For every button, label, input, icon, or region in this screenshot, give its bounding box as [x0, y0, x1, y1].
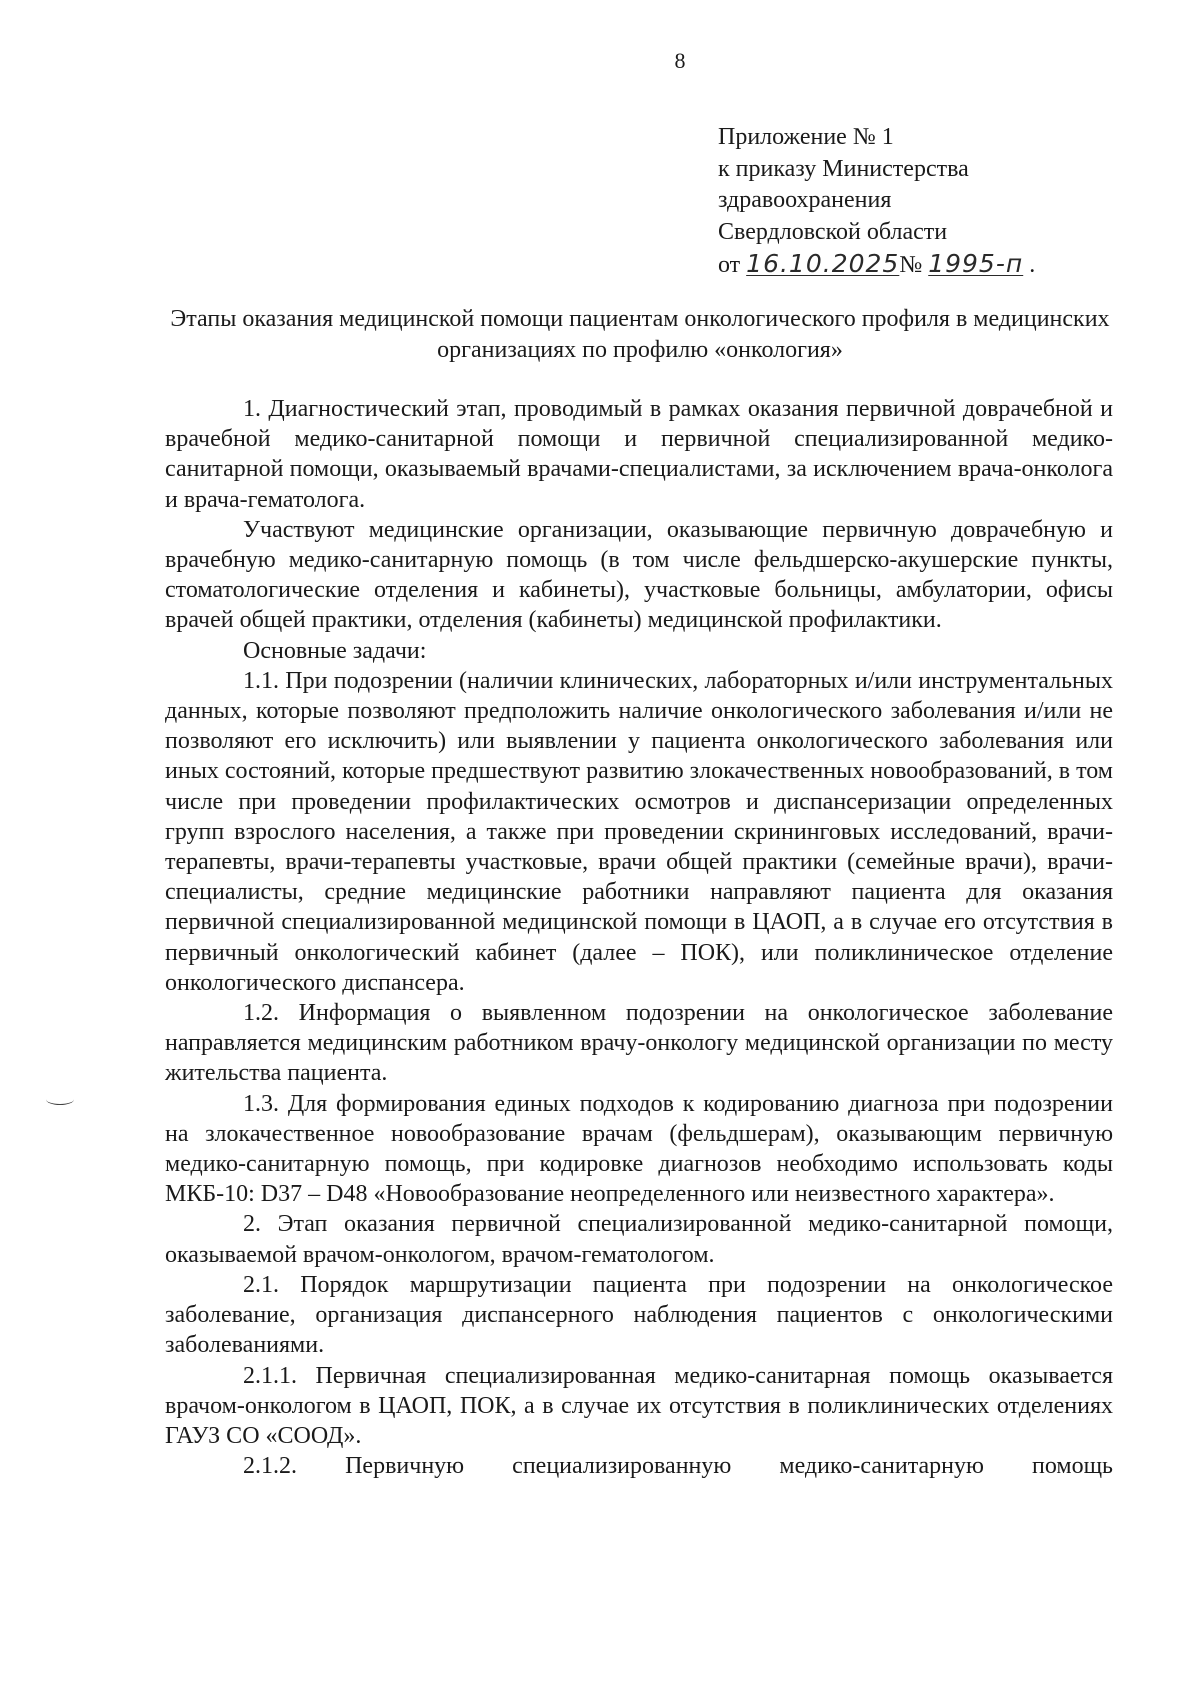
- appendix-line-3: здравоохранения: [718, 187, 892, 213]
- paragraph-9: 2.1.1. Первичная специализированная медико-санитарная помощь оказывается врачом-онкологом в ЦАОП, ПОК, а в случае их отсутствия в поликлинических отделениях ГАУЗ СО «СООД».: [165, 1362, 1113, 1449]
- number-prefix: №: [899, 252, 923, 278]
- document-body: [165, 394, 1113, 1481]
- paragraph-3: Основные задачи:: [243, 637, 427, 664]
- paragraph-2: Участвуют медицинские организации, оказывающие первичную доврачебную и врачебную медико-санитарную помощь (в том числе фельдшерско-акушерские пункты, стоматологические отделения и кабинеты), участковые больницы, амбулатории, офисы врачей общей практики, отделения (кабинеты) медицинской профилактики.: [165, 516, 1113, 634]
- appendix-line-1: Приложение № 1: [718, 124, 894, 150]
- paragraph-8: 2.1. Порядок маршрутизации пациента при подозрении на онкологическое заболевание, организация диспансерного наблюдения пациентов с онкологическими заболеваниями.: [165, 1271, 1113, 1359]
- paragraph-6: 1.3. Для формирования единых подходов к кодированию диагноза при подозрении на злокачественное новообразование врачам (фельдшерам), оказывающим первичную медико-санитарную помощь, при кодировке диагнозов необходимо использовать коды МКБ-10: D37 – D48 «Новообразование неопределенного или неизвестного характера».: [165, 1090, 1113, 1208]
- page-number: 8: [674, 48, 686, 73]
- handwritten-number: 1995-п: [928, 249, 1024, 278]
- appendix-header: [718, 122, 1035, 282]
- appendix-line-2: к приказу Министерства: [718, 155, 969, 182]
- trailing-dot: .: [1029, 252, 1036, 278]
- paragraph-1: 1. Диагностический этап, проводимый в рамках оказания первичной доврачебной и врачебной медико-санитарной помощи и первичной специализированной медико-санитарной помощи, оказываемый врачами-специалистами, за исключением врача-онколога и врача-гематолога.: [165, 396, 1113, 513]
- date-prefix: от: [718, 252, 741, 278]
- appendix-date-line: [718, 248, 1035, 282]
- paragraph-7: 2. Этап оказания первичной специализированной медико-санитарной помощи, оказываемой врачом-онкологом, врачом-гематологом.: [165, 1211, 1113, 1268]
- document-title: Этапы оказания медицинской помощи пациентам онкологического профиля в медицинских организациях по профилю «онкология»: [170, 306, 1110, 363]
- appendix-line-4: Свердловской области: [718, 218, 948, 245]
- paragraph-5: 1.2. Информация о выявленном подозрении на онкологическое заболевание направляется медицинским работником врачу-онкологу медицинской организации по месту жительства пациента.: [165, 1000, 1113, 1087]
- margin-mark: [46, 1094, 74, 1105]
- paragraph-10: 2.1.2. Первичную специализированную медико-санитарную помощь: [243, 1453, 1113, 1480]
- handwritten-date: 16.10.2025: [746, 249, 900, 278]
- paragraph-4: 1.1. При подозрении (наличии клинических, лабораторных и/или инструментальных данных, которые позволяют предположить наличие онкологического заболевания и/или не позволяют его исключить) или выявлении у пациента онкологического заболевания или иных состояний, которые предшествуют развитию злокачественных новообразований, в том числе при проведении профилактических осмотров и диспансеризации определенных групп взрослого населения, а также при проведении скрининговых исследований, врачи-терапевты, врачи-терапевты участковые, врачи общей практики (семейные врачи), врачи-специалисты, средние медицинские работники направляют пациента для оказания первичной специализированной медицинской помощи в ЦАОП, а в случае его отсутствия в первичный онкологический кабинет (далее – ПОК), или поликлиническое отделение онкологического диспансера.: [165, 667, 1113, 996]
